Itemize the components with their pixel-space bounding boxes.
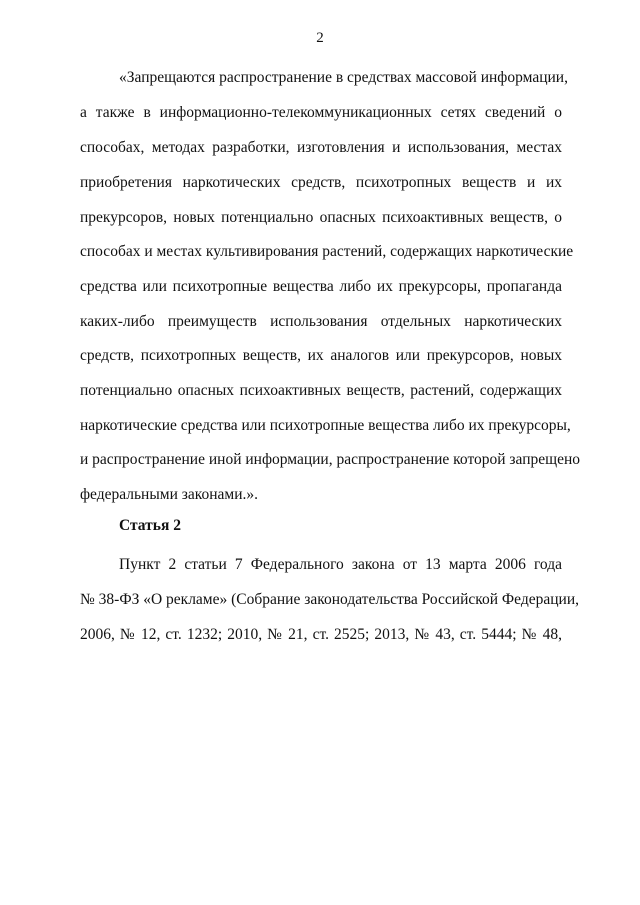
paragraph1-line: приобретения наркотических средств, психотропных веществ и их [80,174,562,191]
paragraph1-line: потенциально опасных психоактивных веществ, растений, содержащих [80,382,562,399]
paragraph2-line: 2006, № 12, ст. 1232; 2010, № 21, ст. 2525; 2013, № 43, ст. 5444; № 48, [80,626,562,643]
paragraph1-line: средств, психотропных веществ, их аналогов или прекурсоров, новых [80,347,562,364]
page-number: 2 [316,30,324,46]
article-heading: Статья 2 [119,517,181,534]
paragraph2-line: № 38-ФЗ «О рекламе» (Собрание законодательства Российской Федерации, [80,591,580,608]
paragraph1-line: способах и местах культивирования растений, содержащих наркотические [80,243,574,260]
paragraph2-line: Пункт 2 статьи 7 Федерального закона от 13 марта 2006 года [119,556,562,573]
paragraph1-line: наркотические средства или психотропные вещества либо их прекурсоры, [80,417,571,434]
paragraph1-line: «Запрещаются распространение в средствах массовой информации, [119,69,568,86]
paragraph1-line: способах, методах разработки, изготовления и использования, местах [80,139,562,156]
paragraph1-line: прекурсоров, новых потенциально опасных психоактивных веществ, о [80,209,562,226]
paragraph1-line: каких-либо преимуществ использования отдельных наркотических [80,313,562,330]
paragraph1-line: федеральными законами.». [80,486,259,503]
paragraph1-line: и распространение иной информации, распространение которой запрещено [80,451,581,468]
paragraph1-line: средства или психотропные вещества либо их прекурсоры, пропаганда [80,278,562,295]
paragraph1-line: а также в информационно-телекоммуникационных сетях сведений о [80,104,562,121]
